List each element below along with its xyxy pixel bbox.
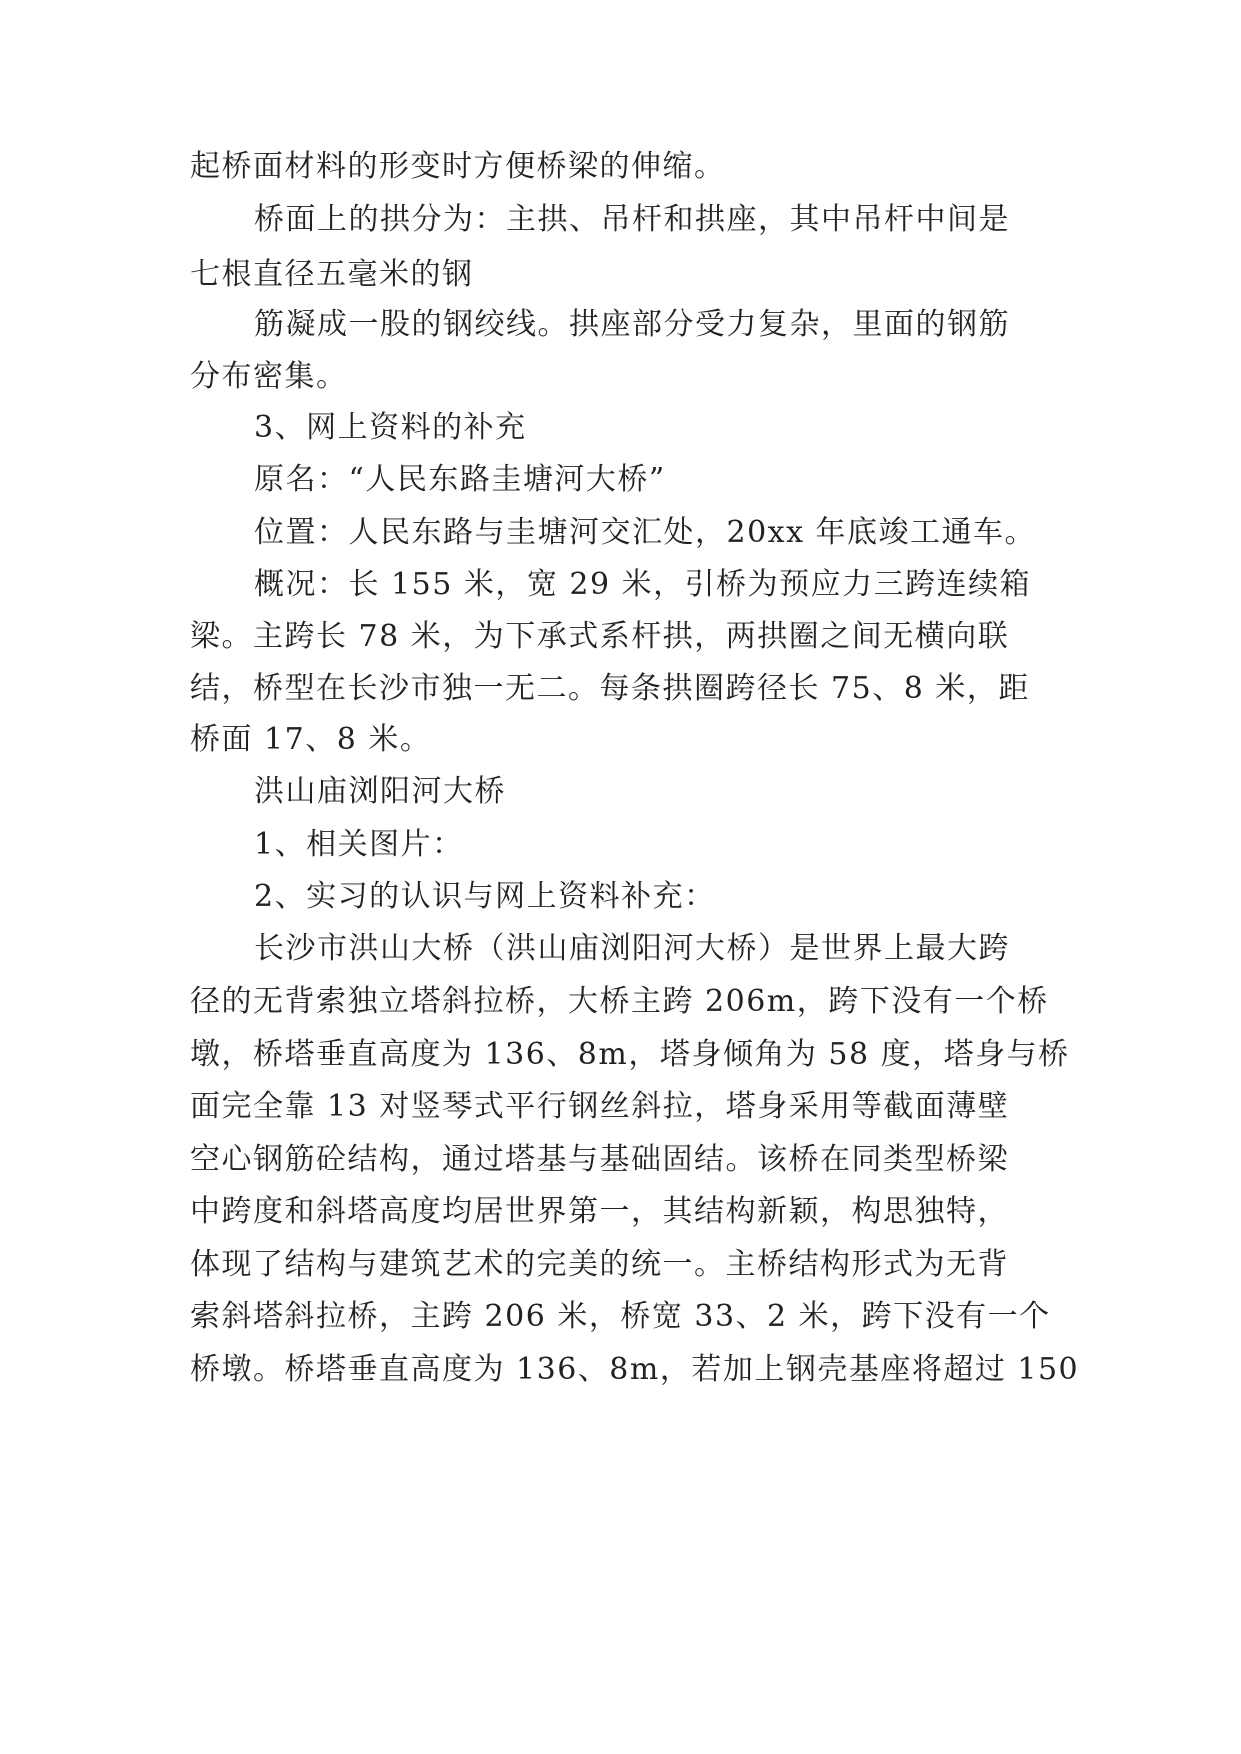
text-line-23: 索斜塔斜拉桥，主跨 206 米，桥宽 33、2 米，跨下没有一个: [190, 1299, 1051, 1334]
text-line-original-name: 原名：“人民东路圭塘河大桥”: [254, 462, 666, 497]
text-line-5: 分布密集。: [190, 359, 348, 394]
text-line-4: 筋凝成一股的钢绞线。拱座部分受力复杂，里面的钢筋: [254, 307, 1010, 342]
text-line-22: 体现了结构与建筑艺术的完美的统一。主桥结构形式为无背: [190, 1247, 1009, 1282]
text-line-overview: 概况：长 155 米，宽 29 米，引桥为预应力三跨连续箱: [254, 567, 1032, 602]
text-line-11: 结，桥型在长沙市独一无二。每条拱圈跨径长 75、8 米，距: [190, 671, 1030, 706]
text-line-21: 中跨度和斜塔高度均居世界第一，其结构新颖，构思独特，: [190, 1194, 1009, 1229]
text-line-24: 桥墩。桥塔垂直高度为 136、8m，若加上钢壳基座将超过 150: [190, 1352, 1080, 1387]
text-line-practice: 2、实习的认识与网上资料补充：: [254, 879, 716, 914]
text-line-3: 七根直径五毫米的钢: [190, 257, 474, 292]
section-heading-bridge: 洪山庙浏阳河大桥: [254, 774, 506, 809]
text-line-10: 梁。主跨长 78 米，为下承式系杆拱，两拱圈之间无横向联: [190, 619, 1010, 654]
text-line-location: 位置：人民东路与圭塘河交汇处，20xx 年底竣工通车。: [254, 515, 1037, 550]
text-line-images: 1、相关图片：: [254, 827, 464, 862]
text-line-1: 起桥面材料的形变时方便桥梁的伸缩。: [190, 149, 726, 184]
text-line-2: 桥面上的拱分为：主拱、吊杆和拱座，其中吊杆中间是: [254, 202, 1010, 237]
text-line-17: 径的无背索独立塔斜拉桥，大桥主跨 206m，跨下没有一个桥: [190, 984, 1049, 1019]
text-line-16: 长沙市洪山大桥（洪山庙浏阳河大桥）是世界上最大跨: [254, 931, 1010, 966]
text-line-12: 桥面 17、8 米。: [190, 722, 432, 757]
text-line-18: 墩，桥塔垂直高度为 136、8m，塔身倾角为 58 度，塔身与桥: [190, 1037, 1070, 1072]
section-heading-supplement: 3、网上资料的补充: [254, 410, 527, 445]
text-line-20: 空心钢筋砼结构，通过塔基与基础固结。该桥在同类型桥梁: [190, 1142, 1009, 1177]
text-line-19: 面完全靠 13 对竖琴式平行钢丝斜拉，塔身采用等截面薄壁: [190, 1089, 1010, 1124]
